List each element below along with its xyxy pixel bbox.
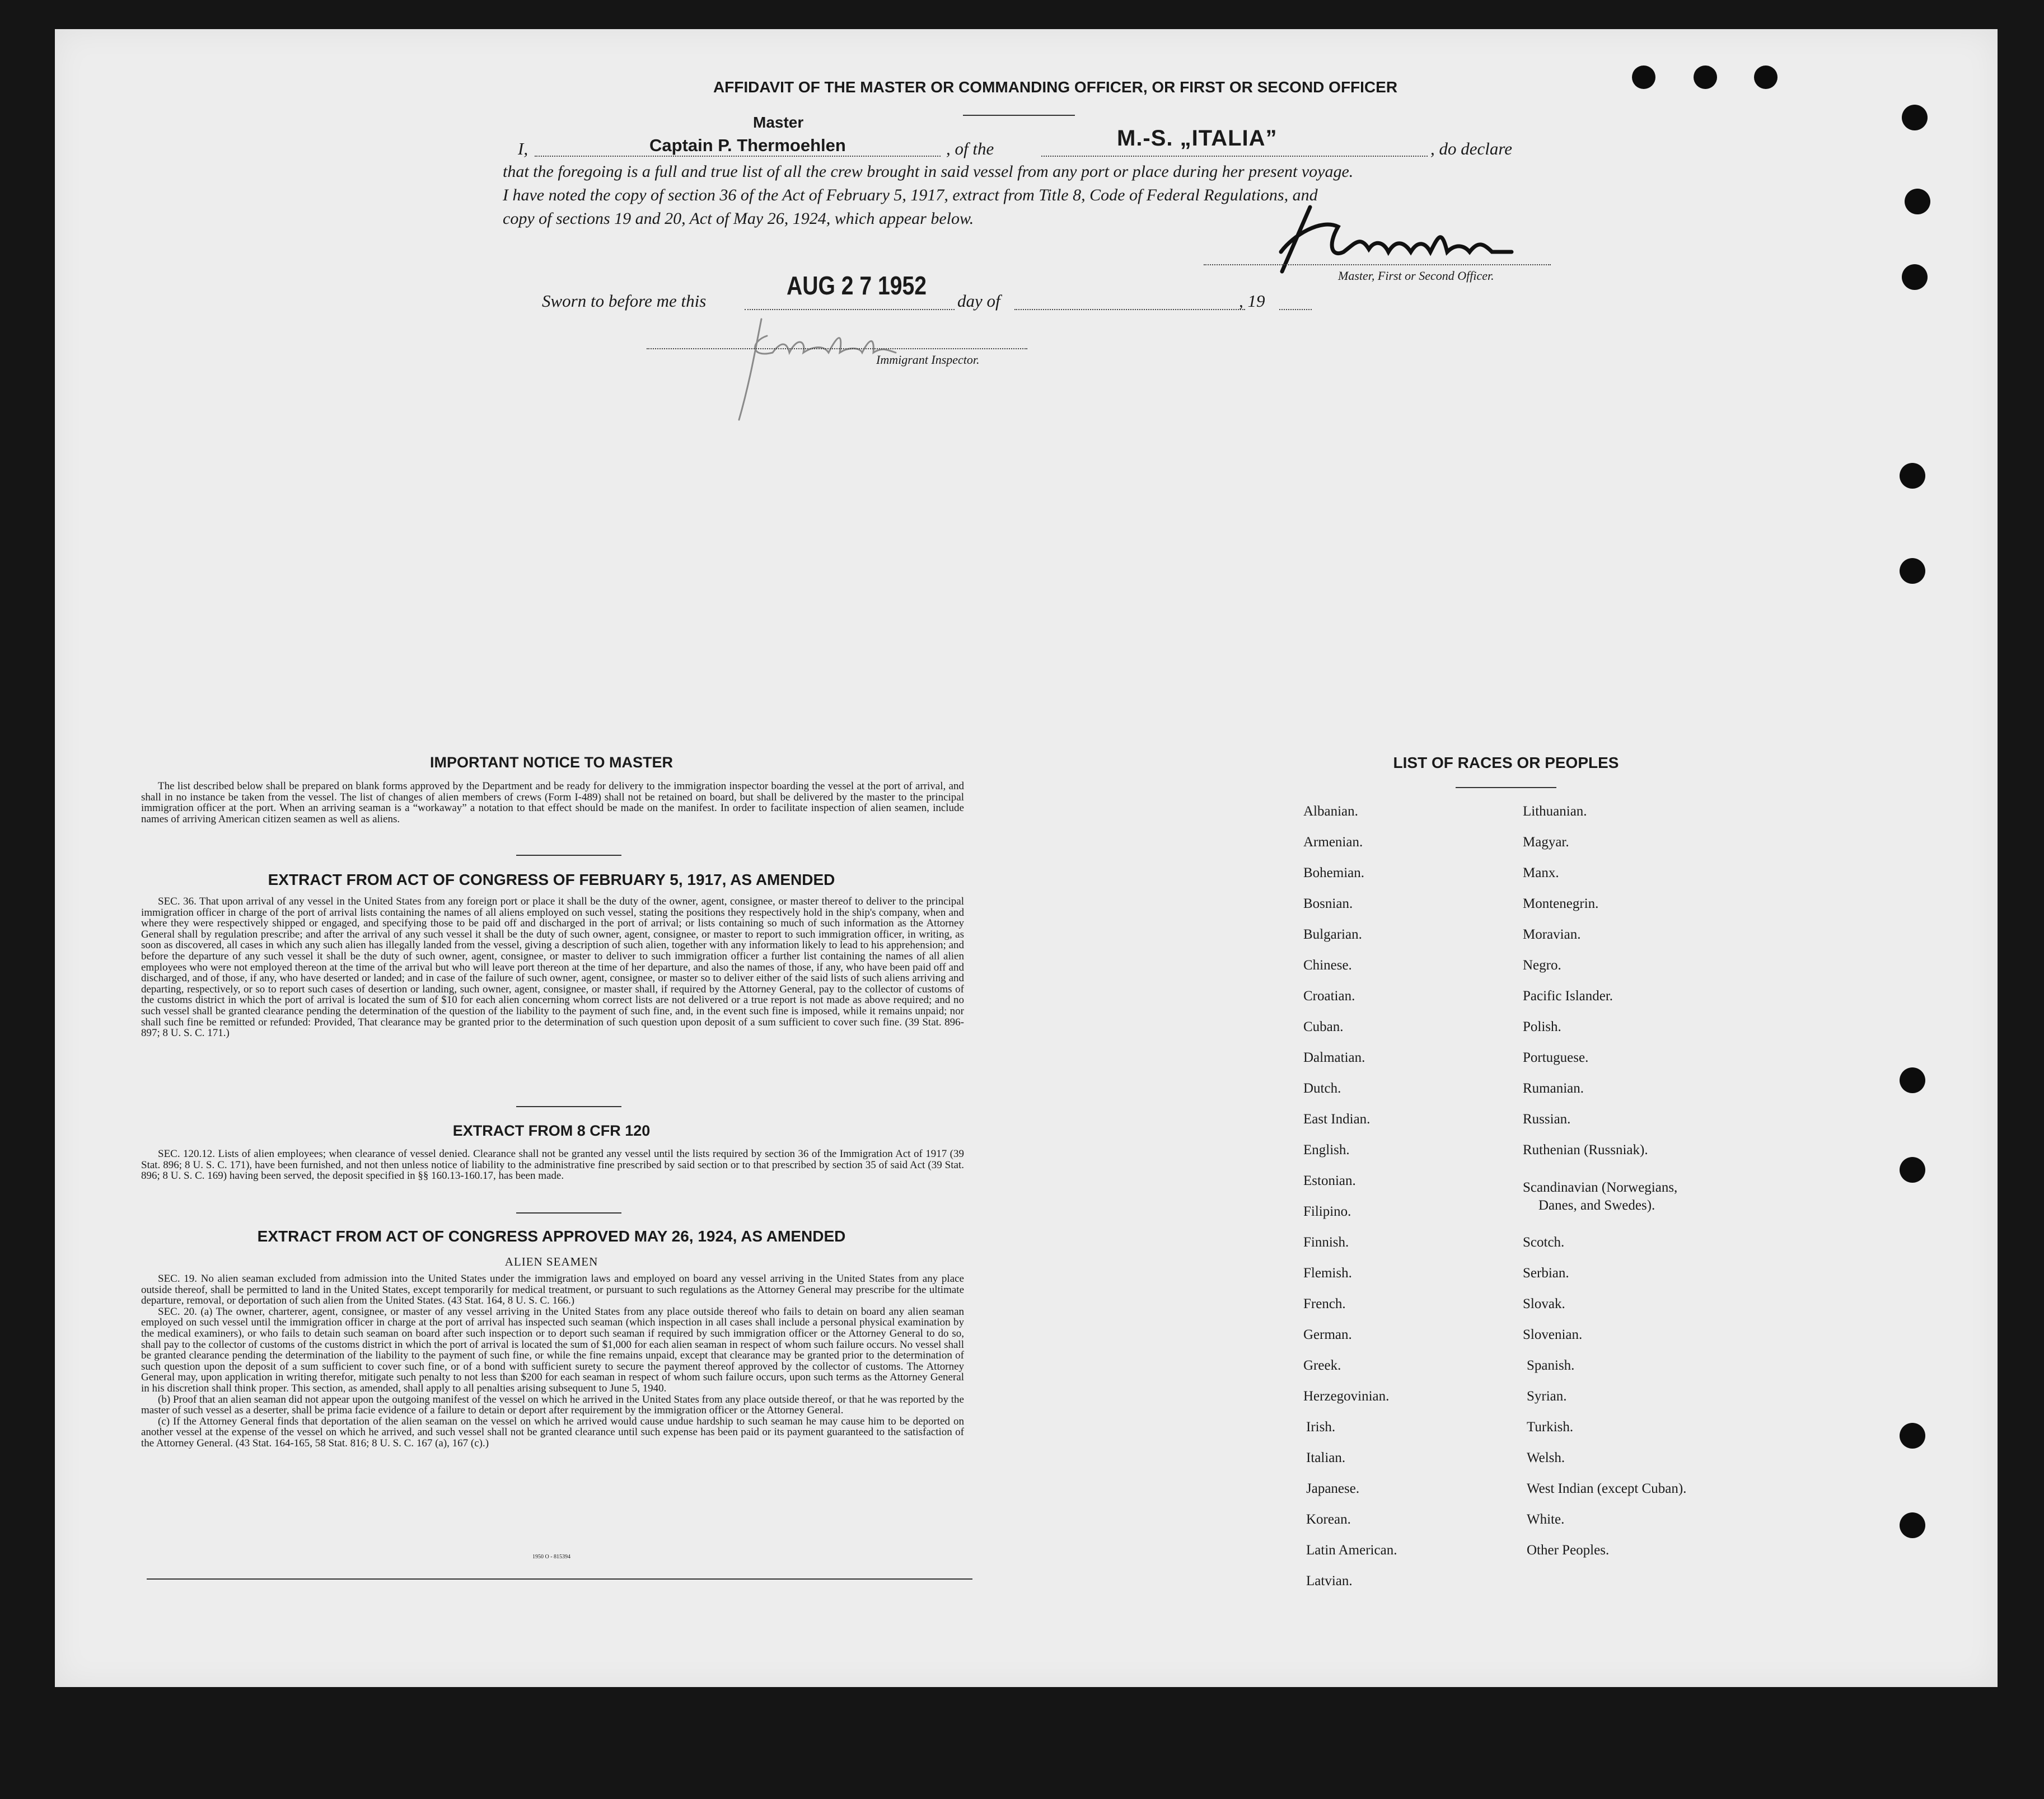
sec-20b-paragraph: (b) Proof that an alien seaman did not appear upon the outgoing manifest of the vessel on which he arrived in the United States from any place outside thereof, or that he was reported by the master of such vessel as a deserter, shall be prima facie evidence of a failure to detain or deport after requirement by the immigration officer or the Attorney General. [141,1393,964,1417]
race-right-portuguese: Portuguese. [1523,1050,1589,1065]
intro-text: I, [518,139,528,158]
race-left-filipino: Filipino. [1303,1204,1351,1219]
race-left-cuban: Cuban. [1303,1019,1344,1034]
races-heading: LIST OF RACES OR PEOPLES [1393,754,1619,771]
race-right-negro: Negro. [1523,958,1561,973]
sec-36-paragraph: SEC. 36. That upon arrival of any vessel in the United States from any foreign port or place it shall be the duty of the owner, agent, consignee, or master thereof to deliver to the principal immigration officer in charge of the port of arrival lists containing the names of all aliens employed on such vessel, stating the positions they respectively hold in the ship's company, when and where they were respectively shipped or engaged, and specifying those to be paid off and discharged in the port of arrival; or lists containing so much of such information as the Attorney General shall by regulation prescribe; and after the arrival of any such vessel it shall be the duty of such owner, agent, consignee, or master to report to such immigration officer, in writing, as soon as discovered, all cases in which any such alien has illegally landed from the vessel, giving a description of such alien, together with any information likely to lead to his apprehension; and before the departure of any such vessel it shall be the duty of such owner, agent, consignee, or master to deliver to such immigration officer a further list containing the names of all alien employees who were not employed thereon at the time of the arrival but who will leave port thereon at the time of her departure, and also the names of those, if any, who have been paid off and discharged, and of those, if any, who have deserted or landed; and in case of the failure of such owner, agent, consignee, or master so to deliver either of the said lists of such aliens arriving and departing, respectively, or so to report such cases of desertion or landing, such owner, agent, consignee, or master shall, if required by the Attorney General, pay to the collector of customs of the customs district in which the port of arrival is located the sum of $10 for each alien concerning whom correct lists are not delivered or a true report is not made as above required; and no such vessel shall be granted clearance pending the determination of the question of the liability to the payment of such fine, and, in the event such fine is imposed, while it remains unpaid; nor shall such fine be remitted or refunded: Provided, That clearance may be granted prior to the determination of such question upon deposit of a sum sufficient to cover such fine. (39 Stat. 896-897; 8 U. S. C. 171.) [141,896,964,1039]
race-left-latvian: Latvian. [1306,1573,1353,1589]
race-left-croatian: Croatian. [1303,988,1355,1004]
extract-1924-heading: EXTRACT FROM ACT OF CONGRESS APPROVED MAY 26, 1924, AS AMENDED [257,1228,846,1245]
race-left-german: German. [1303,1327,1352,1342]
declaration-body-1: that the foregoing is a full and true list of all the crew brought in said vessel from any port or place during her present voyage. [503,162,1354,181]
race-right-moravian: Moravian. [1523,927,1581,942]
inspector-dotted-line [647,348,1027,349]
race-right-welsh: Welsh. [1527,1450,1565,1465]
race-right-slovak: Slovak. [1523,1296,1565,1311]
master-caption: Master, First or Second Officer. [1338,269,1494,283]
race-right-lithuanian: Lithuanian. [1523,804,1587,819]
race-left-korean: Korean. [1306,1512,1351,1527]
footer-rule [147,1578,972,1580]
punch-hole-icon [1754,65,1778,89]
extract-8cfr-heading: EXTRACT FROM 8 CFR 120 [452,1122,651,1139]
race-left-bulgarian: Bulgarian. [1303,927,1362,942]
race-left-dalmatian: Dalmatian. [1303,1050,1365,1065]
punch-hole-icon [1900,558,1925,584]
year-dotted-line [1279,309,1312,310]
master-signature [1271,196,1528,280]
punch-hole-icon [1905,189,1930,214]
race-right-slovenian: Slovenian. [1523,1327,1583,1342]
punch-hole-icon [1902,105,1928,130]
notice-paragraph: The list described below shall be prepared on blank forms approved by the Department and be ready for delivery to the immigration inspector boarding the vessel at the port of arrival, and shall in no instance be taken from the vessel. The list of changes of alien members of crews (Form I-489) shall not be retained on board, but shall be delivered by the master to the principal immigration officer at the port. When an arriving seaman is a “workaway” a notation to that effect should be made on the manifest. In order to facilitate inspection of alien seamen, include names of arriving American citizen seamen as well as aliens. [141,780,964,825]
section-divider [516,1106,621,1107]
race-left-albanian: Albanian. [1303,804,1358,819]
race-left-armenian: Armenian. [1303,835,1363,850]
vessel-stamp: M.-S. „ITALIA” [1117,126,1278,151]
race-left-east-indian: East Indian. [1303,1112,1371,1127]
name-stamp: Captain P. Thermoehlen [649,135,846,155]
punch-hole-icon [1902,264,1928,290]
month-dotted-line [1014,309,1245,310]
race-right-west-indian: West Indian (except Cuban). [1527,1481,1687,1496]
race-left-dutch: Dutch. [1303,1081,1341,1096]
race-right-rumanian: Rumanian. [1523,1081,1584,1096]
inspector-signature [728,313,974,425]
race-right-scotch: Scotch. [1523,1235,1565,1250]
declaration-line-1 [518,139,1559,161]
race-left-irish: Irish. [1306,1419,1336,1435]
race-right-other-peoples: Other Peoples. [1527,1543,1610,1558]
race-left-estonian: Estonian. [1303,1173,1356,1188]
date-stamp: AUG 2 7 1952 [787,271,927,300]
punch-hole-icon [1632,65,1655,89]
sec-19-paragraph: SEC. 19. No alien seaman excluded from admission into the United States under the immigration laws and employed on board any vessel arriving in the United States from any place outside thereof, shall be permitted to land in the United States, except temporarily for medical treatment, or pursuant to such regulations as the Attorney General may prescribe for the ultimate departure, removal, or deportation of such alien from the United States. (43 Stat. 164, 8 U. S. C. 166.) [141,1273,964,1307]
section-divider [516,1212,621,1214]
punch-hole-icon [1694,65,1717,89]
race-left-latin-american: Latin American. [1306,1543,1397,1558]
of-the-text: , of the [946,139,994,158]
race-right-ruthenian: Ruthenian (Russniak). [1523,1142,1648,1158]
section-divider [516,855,621,856]
race-right-white: White. [1527,1512,1565,1527]
race-left-greek: Greek. [1303,1358,1341,1373]
race-left-bosnian: Bosnian. [1303,896,1353,911]
affidavit-title: AFFIDAVIT OF THE MASTER OR COMMANDING OFFICER, OR FIRST OR SECOND OFFICER [713,78,1398,96]
year-prefix: , 19 [1239,291,1265,311]
race-right-magyar: Magyar. [1523,835,1569,850]
race-right-turkish: Turkish. [1527,1419,1574,1435]
race-right-russian: Russian. [1523,1112,1571,1127]
sworn-dotted-line [745,309,955,310]
race-right-scandinavian-cont: Danes, and Swedes). [1538,1198,1655,1213]
race-right-manx: Manx. [1523,865,1559,880]
race-left-bohemian: Bohemian. [1303,865,1365,880]
race-right-polish: Polish. [1523,1019,1561,1034]
declaration-body-2: I have noted the copy of section 36 of the Act of February 5, 1917, extract from Title 8, Code of Federal Regulations, and [503,186,1318,204]
race-left-french: French. [1303,1296,1346,1311]
extract-1924-text [141,1273,964,1449]
race-left-chinese: Chinese. [1303,958,1352,973]
race-right-spanish: Spanish. [1527,1358,1575,1373]
punch-hole-icon [1900,1512,1925,1538]
title-underline [963,115,1075,116]
sworn-prefix: Sworn to before me this [542,291,707,311]
race-left-herzegovinian: Herzegovinian. [1303,1389,1390,1404]
punch-hole-icon [1900,1423,1925,1449]
master-dotted-line [1204,264,1551,265]
extract-1917-heading: EXTRACT FROM ACT OF CONGRESS OF FEBRUARY 5, 1917, AS AMENDED [268,871,835,888]
print-code: 1950 O - 815394 [532,1554,571,1560]
race-left-flemish: Flemish. [1303,1266,1352,1281]
inspector-caption: Immigrant Inspector. [876,353,980,367]
name-dotted-line [535,156,941,157]
race-right-scandinavian: Scandinavian (Norwegians, [1523,1180,1678,1195]
notice-text [141,781,964,824]
race-left-finnish: Finnish. [1303,1235,1349,1250]
race-right-serbian: Serbian. [1523,1266,1569,1281]
sec-20c-paragraph: (c) If the Attorney General finds that deportation of the alien seaman on the vessel on which he arrived would cause undue hardship to such seaman he may cause him to be deported on another vessel at the expense of the vessel on which he arrived, and such vessel shall not be granted clearance until such expense has been paid or its payment guaranteed to the satisfaction of the Attorney General. (43 Stat. 164-165, 58 Stat. 816; 8 U. S. C. 167 (a), 167 (c).) [141,1415,964,1449]
extract-1917-text [141,896,964,1039]
race-right-syrian: Syrian. [1527,1389,1567,1404]
race-left-english: English. [1303,1142,1350,1158]
race-right-pacific-islander: Pacific Islander. [1523,988,1613,1004]
sec-20a-paragraph: SEC. 20. (a) The owner, charterer, agent, consignee, or master of any vessel arriving in the United States from any place outside thereof who fails to detain on board any alien seaman employed on such vessel until the immigration officer in charge at the port of arrival has inspected such seaman (which inspection in all cases shall include a personal physical examination by the medical examiners), or who fails to detain such seaman on board after such inspection or to deport such seaman if required by such immigration officer or the Attorney General to do so, shall pay to the collector of customs of the customs district in which the port of arrival is located the sum of $1,000 for each alien seaman in respect of whom such failure occurs. No vessel shall be granted clearance pending the determination of the liability to the payment of such fine, or while the fine remains unpaid, except that clearance may be granted prior to the determination of such question upon the deposit of a sum sufficient to cover such fine, or of a bond with sufficient surety to secure the payment thereof approved by the collector of customs. The Attorney General may, upon application in writing therefor, mitigate such penalty to not less than $200 for each seaman in respect of whom such failure occurs, upon such terms as the Attorney General in his discretion shall think proper. This section, as amended, shall apply to all penalties arising subsequent to June 5, 1940. [141,1305,964,1394]
declaration-body-3: copy of sections 19 and 20, Act of May 26, 1924, which appear below. [503,209,974,228]
alien-seamen-subheading: ALIEN SEAMEN [504,1255,598,1268]
races-underline [1456,787,1556,788]
punch-hole-icon [1900,1067,1925,1093]
extract-8cfr-text [141,1149,964,1182]
day-of-text: day of [957,291,1000,311]
punch-hole-icon [1900,463,1925,489]
race-left-japanese: Japanese. [1306,1481,1360,1496]
punch-hole-icon [1900,1157,1925,1183]
vessel-dotted-line [1041,156,1428,157]
race-left-italian: Italian. [1306,1450,1346,1465]
do-declare-text: , do declare [1430,139,1513,158]
sec-120-12-paragraph: SEC. 120.12. Lists of alien employees; when clearance of vessel denied. Clearance shall not be granted any vessel until the lists required by section 36 of the Immigration Act of 1917 (39 Stat. 896; 8 U. S. C. 171), have been furnished, and not then unless notice of liability to the administrative fine prescribed by said section or to that prescribed by section 35 of said Act (39 Stat. 896; 8 U. S. C. 169) having been served, the deposit specified in §§ 160.13-160.17, has been made. [141,1148,964,1182]
notice-heading: IMPORTANT NOTICE TO MASTER [430,754,673,771]
role-stamp: Master [753,114,804,131]
race-right-montenegrin: Montenegrin. [1523,896,1599,911]
